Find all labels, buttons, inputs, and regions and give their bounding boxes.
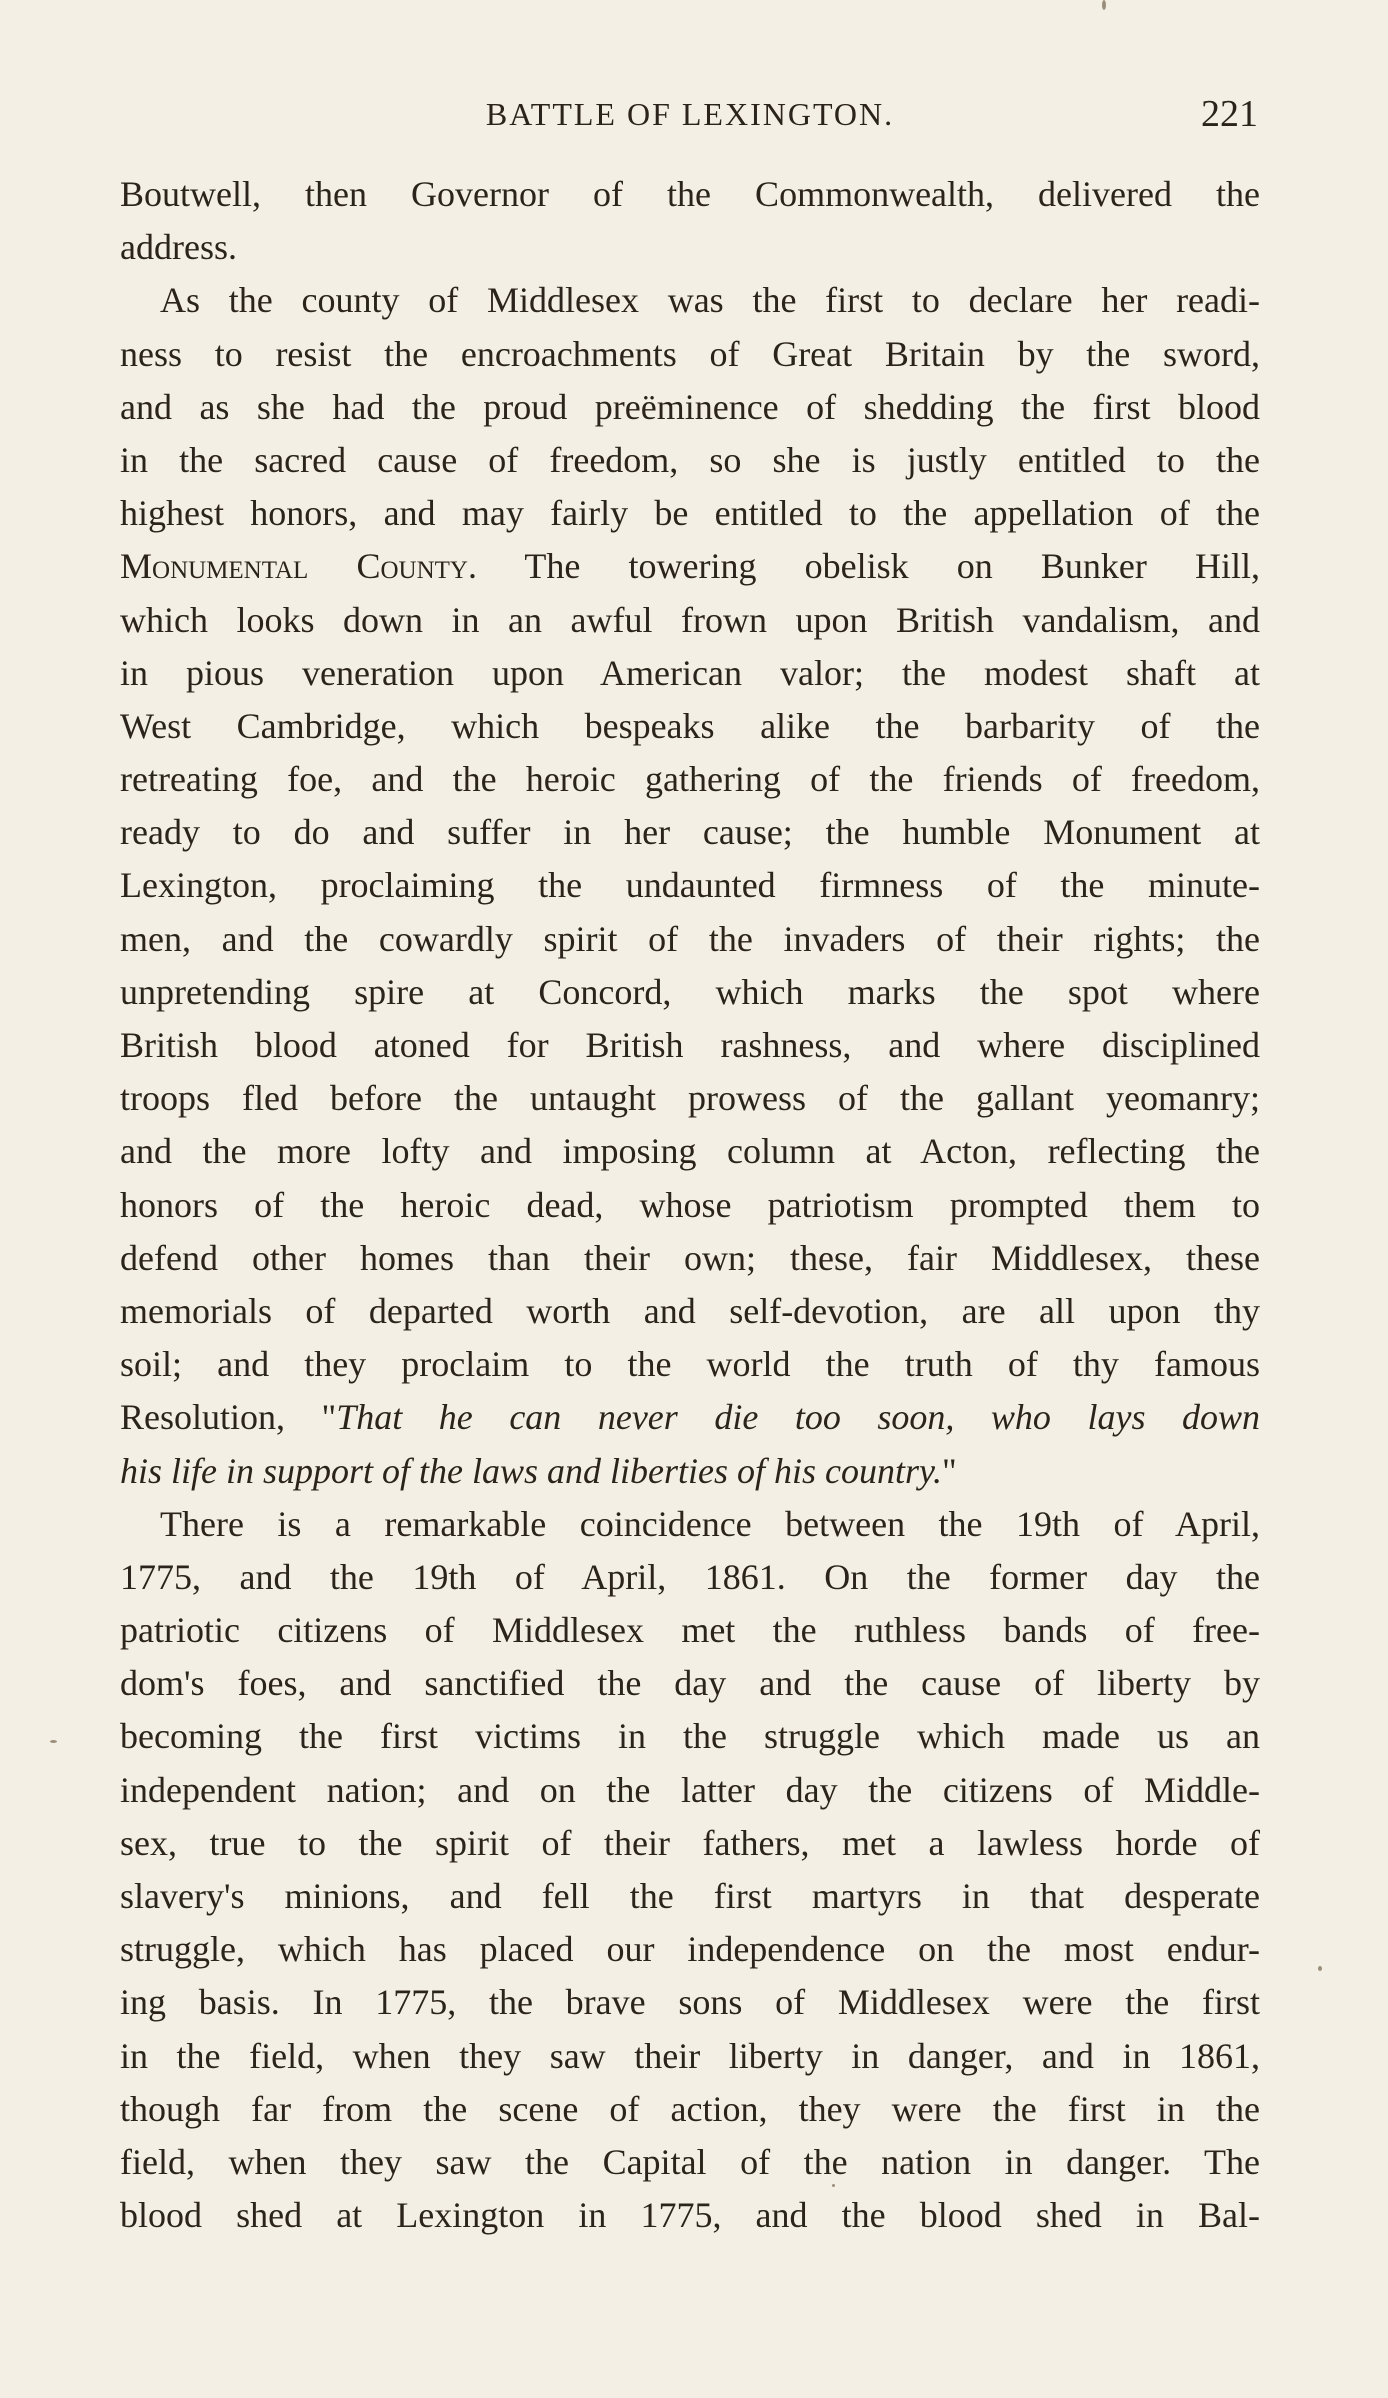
text-line: Lexington, proclaiming the undaunted firmness of the minute-	[120, 865, 1260, 906]
text-line: sex, true to the spirit of their fathers, met a lawless horde of	[120, 1822, 1260, 1863]
monumental-county-smallcaps: Monumental County.	[120, 546, 477, 587]
text-line	[120, 540, 1260, 593]
text-line: in pious veneration upon American valor; the modest shaft at	[120, 652, 1260, 693]
text-line: ready to do and suffer in her cause; the humble Monument at	[120, 812, 1260, 853]
text-line: dom's foes, and sanctified the day and the cause of liberty by	[120, 1663, 1260, 1704]
text-line: and the more lofty and imposing column at Acton, reflecting the	[120, 1131, 1260, 1172]
text-line: men, and the cowardly spirit of the invaders of their rights; the	[120, 918, 1260, 959]
quoted-resolution-italic: That he can never die too soon, who lays down	[336, 1397, 1261, 1438]
text-line: in the sacred cause of freedom, so she is justly entitled to the	[120, 439, 1260, 480]
text-line: unpretending spire at Concord, which marks the spot where	[120, 971, 1260, 1012]
text-line: independent nation; and on the latter day the citizens of Middle-	[120, 1769, 1260, 1810]
text-line: memorials of departed worth and self-devotion, are all upon thy	[120, 1290, 1260, 1331]
paper-speck	[1102, 0, 1106, 10]
text-line: which looks down in an awful frown upon British vandalism, and	[120, 599, 1260, 640]
text-line: retreating foe, and the heroic gathering of the friends of freedom,	[120, 759, 1260, 800]
text-line: British blood atoned for British rashness, and where disciplined	[120, 1025, 1260, 1065]
text-line: in the field, when they saw their liberty in danger, and in 1861,	[120, 2035, 1260, 2076]
text-line: soil; and they proclaim to the world the truth of thy famous	[120, 1344, 1260, 1385]
text-line: West Cambridge, which bespeaks alike the barbarity of the	[120, 705, 1260, 746]
running-head	[120, 92, 1260, 136]
text-line	[120, 1445, 1260, 1498]
paper-speck	[1318, 1966, 1322, 1971]
running-head-title: BATTLE OF LEXINGTON.	[485, 96, 895, 132]
paragraph-start-line: As the county of Middlesex was the first to declare her readi-	[160, 280, 1260, 321]
text-segment: The towering obelisk on Bunker Hill,	[476, 546, 1260, 587]
text-line: honors of the heroic dead, whose patriotism prompted them to	[120, 1184, 1260, 1225]
body-text	[120, 168, 1260, 2242]
text-line: though far from the scene of action, they were the first in the	[120, 2088, 1260, 2129]
paragraph-start-line: There is a remarkable coincidence between the 19th of April,	[160, 1503, 1260, 1544]
text-segment: "	[942, 1450, 957, 1491]
quoted-resolution-italic: his life in support of the laws and liberties of his country.	[120, 1450, 943, 1491]
paper-speck	[50, 1740, 57, 1743]
text-line: defend other homes than their own; these, fair Middlesex, these	[120, 1237, 1260, 1278]
paper-speck	[832, 2184, 835, 2187]
text-line: troops fled before the untaught prowess of the gallant yeomanry;	[120, 1078, 1260, 1119]
text-line: slavery's minions, and fell the first martyrs in that desperate	[120, 1876, 1260, 1916]
text-line: struggle, which has placed our independence on the most endur-	[120, 1929, 1260, 1970]
text-line: patriotic citizens of Middlesex met the ruthless bands of free-	[120, 1610, 1260, 1651]
text-line: and as she had the proud preëminence of shedding the first blood	[120, 386, 1260, 427]
text-line: field, when they saw the Capital of the nation in danger. The	[120, 2141, 1260, 2182]
text-line: highest honors, and may fairly be entitled to the appellation of the	[120, 493, 1260, 534]
text-line: address.	[120, 227, 237, 268]
text-line: ing basis. In 1775, the brave sons of Middlesex were the first	[120, 1982, 1260, 2023]
text-segment: Resolution, "	[120, 1397, 337, 1438]
text-line: becoming the first victims in the struggle which made us an	[120, 1716, 1260, 1757]
page-number: 221	[1201, 93, 1258, 135]
text-line: blood shed at Lexington in 1775, and the blood shed in Bal-	[120, 2195, 1260, 2236]
text-line: 1775, and the 19th of April, 1861. On the former day the	[120, 1556, 1260, 1597]
text-line: ness to resist the encroachments of Great Britain by the sword,	[120, 333, 1260, 374]
text-line	[120, 1391, 1260, 1444]
text-line: Boutwell, then Governor of the Commonwealth, delivered the	[120, 174, 1260, 214]
